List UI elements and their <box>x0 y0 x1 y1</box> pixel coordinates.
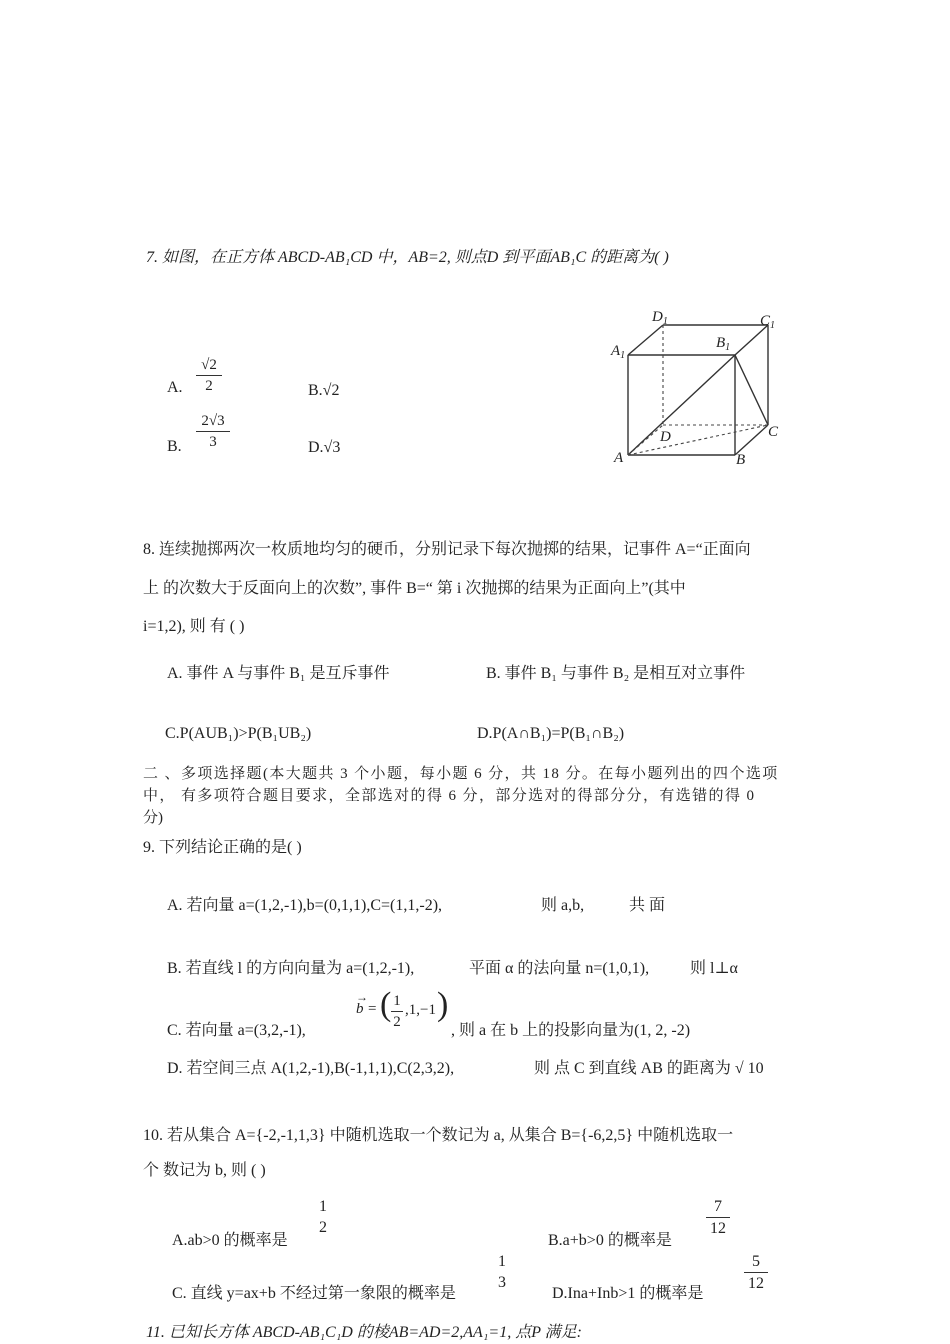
q10-option-d-fraction <box>744 1254 768 1292</box>
label-sub: 1 <box>725 342 731 353</box>
q10-option-a: A.ab>0 的概率是 <box>172 1232 288 1249</box>
diagonal-ab1 <box>628 355 735 455</box>
q10-option-d: D.Ina+Inb>1 的概率是 <box>552 1285 704 1302</box>
q9-stem: 9. 下列结论正确的是( ) <box>143 839 302 856</box>
label-c1: C <box>760 313 771 329</box>
q9-option-d: D. 若空间三点 A(1,2,-1),B(-1,1,1),C(2,3,2), <box>167 1060 455 1077</box>
q10-option-b-denominator: 12 <box>710 1220 726 1237</box>
cube-edge-b1c1 <box>735 325 768 355</box>
q9-option-b: B. 若直线 l 的方向向量为 a=(1,2,-1), <box>167 960 415 977</box>
q8-stem-line2: 上 的次数大于反面向上的次数”, 事件 B=“ 第 i 次抛掷的结果为正面向上”(其中 <box>143 580 686 597</box>
q10-option-b: B.a+b>0 的概率是 <box>548 1232 672 1249</box>
q9-option-a-part2: 则 a,b, <box>541 897 585 914</box>
cube-edge-bc <box>735 425 768 455</box>
svg-text:B1 <box>716 335 730 353</box>
svg-text:D1 <box>651 309 668 327</box>
q10-option-c-denominator: 3 <box>498 1274 506 1291</box>
q9-option-b-part2: 平面 α 的法向量 n=(1,0,1), <box>469 960 650 977</box>
q7-option-b: B.√2 <box>308 382 340 399</box>
q9-option-c-part2: , 则 a 在 b 上的投影向量为(1, 2, -2) <box>451 1022 691 1039</box>
q7-option-c-fraction <box>196 414 230 450</box>
q7-option-c-label: B. <box>167 438 182 455</box>
label-sub: 1 <box>662 316 668 327</box>
q10-option-a-denominator: 2 <box>319 1219 327 1236</box>
label-b: B <box>736 452 746 468</box>
section2-line3: 分) <box>143 810 163 826</box>
label-sub: 1 <box>620 350 626 361</box>
q8-option-b: B. 事件 B₁ 与事件 B₂ 是相互对立事件 <box>486 665 746 682</box>
cube-figure <box>600 300 800 475</box>
label-d: D <box>660 429 671 445</box>
diagonal-ac <box>628 425 768 455</box>
q10-option-a-fraction <box>316 1199 330 1236</box>
label-a1: A <box>611 343 621 359</box>
section2-line2: 中， 有多项符合题目要求，全部选对的得 6 分，部分选对的得部分分，有选错的得 0 <box>143 788 756 804</box>
svg-text:C1 <box>760 313 775 331</box>
vector-b-symbol: b <box>356 1001 364 1017</box>
q10-option-c: C. 直线 y=ax+b 不经过第一象限的概率是 <box>172 1285 456 1302</box>
q11-stem: 11. 已知长方体 ABCD-AB₁C₁D 的棱AB=AD=2,AA₁=1, 点P 满足: <box>146 1324 583 1341</box>
q10-option-c-numerator: 1 <box>498 1253 506 1270</box>
vector-equals: = <box>368 1001 377 1017</box>
q7-option-a-label: A. <box>167 379 183 396</box>
label-d1: D <box>652 309 663 325</box>
q9-option-c-vector-b <box>354 986 454 1036</box>
cube-edge-a1d1 <box>628 325 663 355</box>
label-b1: B <box>716 335 726 351</box>
q10-option-b-fraction <box>706 1199 730 1237</box>
q7-option-c-denominator: 3 <box>209 434 217 450</box>
q8-stem-line3: i=1,2), 则 有 ( ) <box>143 618 245 635</box>
label-c: C <box>768 424 779 440</box>
q7-stem: 7. 如图，在正方体 ABCD-AB₁CD 中，AB=2, 则点D 到平面AB₁C 的距离为( ) <box>146 249 669 266</box>
q9-option-d-part2: 则 点 C 到直线 AB 的距离为 √ 10 <box>534 1060 764 1077</box>
q9-option-c: C. 若向量 a=(3,2,-1), <box>167 1022 306 1039</box>
svg-text:A1 <box>610 343 625 361</box>
label-sub: 1 <box>770 320 776 331</box>
section2-line1: 二 、多项选择题(本大题共 3 个小题，每小题 6 分，共 18 分。在每小题列出的四个选项 <box>143 766 779 782</box>
q8-stem-line1: 8. 连续抛掷两次一枚质地均匀的硬币，分别记录下每次抛掷的结果，记事件 A=“正面向 <box>143 541 751 558</box>
right-paren: ) <box>437 986 449 1023</box>
q10-stem-line1: 10. 若从集合 A={-2,-1,1,3} 中随机选取一个数记为 a, 从集合 B={-6,2,5} 中随机选取一 <box>143 1127 734 1144</box>
vector-arrow-icon: → <box>356 990 368 1004</box>
q10-option-d-numerator: 5 <box>752 1253 760 1270</box>
q9-option-b-part3: 则 l⊥α <box>690 960 738 977</box>
q8-option-d: D.P(A∩B₁)=P(B₁∩B₂) <box>477 725 625 742</box>
q7-option-a-denominator: 2 <box>205 378 213 394</box>
diagonal-b1c <box>735 355 768 425</box>
vector-b-components: ,1,−1 <box>405 1002 436 1018</box>
vector-b-denominator: 2 <box>393 1014 401 1030</box>
q10-option-c-fraction <box>495 1254 509 1291</box>
q9-option-a-part3: 共 面 <box>629 897 666 914</box>
q10-option-d-denominator: 12 <box>748 1275 764 1292</box>
vector-b-numerator: 1 <box>393 993 401 1009</box>
q10-option-b-numerator: 7 <box>714 1198 722 1215</box>
q9-option-a: A. 若向量 a=(1,2,-1),b=(0,1,1),C=(1,1,-2), <box>167 897 443 914</box>
cube-hidden-ad <box>628 425 663 455</box>
q10-stem-line2: 个 数记为 b, 则 ( ) <box>143 1162 266 1179</box>
label-a: A <box>614 450 624 466</box>
vector-b-fraction <box>391 994 403 1030</box>
q8-option-a: A. 事件 A 与事件 B₁ 是互斥事件 <box>167 665 390 682</box>
q7-option-a-numerator: √2 <box>201 357 217 373</box>
q7-option-a-fraction <box>196 358 222 394</box>
q7-option-d: D.√3 <box>308 439 341 456</box>
q8-option-c: C.P(AUB₁)>P(B₁UB₂) <box>165 725 312 742</box>
q10-option-a-numerator: 1 <box>319 1198 327 1215</box>
q7-option-c-numerator: 2√3 <box>201 413 225 429</box>
left-paren: ( <box>380 986 392 1023</box>
